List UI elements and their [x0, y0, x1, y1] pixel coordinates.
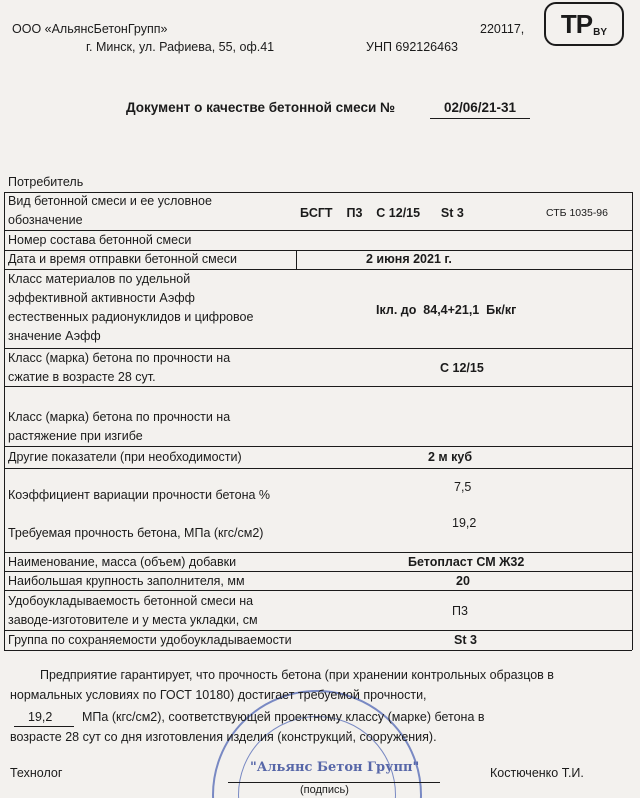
guarantee-line-2: нормальных условиях по ГОСТ 10180) достигает требуемой прочности,	[10, 688, 427, 702]
mix-type-label-1: Вид бетонной смеси и ее условное	[8, 194, 212, 208]
aggregate-value: 20	[456, 574, 470, 588]
composition-label: Номер состава бетонной смеси	[8, 233, 192, 247]
materials-label-3: естественных радионуклидов и цифровое	[8, 310, 254, 324]
company-address: г. Минск, ул. Рафиева, 55, оф.41	[86, 40, 275, 54]
variation-label: Коэффициент вариации прочности бетона %	[8, 488, 271, 502]
consumer-label: Потребитель	[8, 175, 84, 189]
company-unp: УНП 692126463	[366, 40, 458, 54]
table-rule	[4, 446, 632, 447]
materials-label-4: значение Аэфф	[8, 329, 101, 343]
table-rule	[4, 650, 632, 651]
variation-value: 7,5	[454, 480, 472, 494]
document-number-underline	[430, 118, 530, 119]
additive-label: Наименование, масса (объем) добавки	[8, 555, 237, 569]
other-label: Другие показатели (при необходимости)	[8, 450, 242, 464]
document-number: 02/06/21-31	[444, 100, 517, 115]
signature-caption: (подпись)	[300, 784, 349, 796]
table-rule	[296, 250, 297, 269]
retention-value: St 3	[454, 633, 477, 647]
required-label: Требуемая прочность бетона, МПа (кгс/см2)	[8, 526, 264, 540]
other-value: 2 м куб	[428, 450, 473, 464]
materials-value: Iкл. до 84,4+21,1 Бк/кг	[376, 303, 517, 317]
shipment-label: Дата и время отправки бетонной смеси	[8, 252, 237, 266]
document-title: Документ о качестве бетонной смеси №	[126, 100, 396, 115]
retention-label: Группа по сохраняемости удобоукладываемости	[8, 633, 292, 647]
technologist-name: Костюченко Т.И.	[490, 766, 584, 780]
aggregate-label: Наибольшая крупность заполнителя, мм	[8, 574, 245, 588]
compression-label-2: сжатие в возрасте 28 сут.	[8, 370, 156, 384]
guarantee-line-4: возрасте 28 сут со дня изготовления изделия (конструкций, сооружения).	[10, 730, 437, 744]
postcode: 220117,	[480, 22, 525, 36]
guarantee-line-1: Предприятие гарантирует, что прочность бетона (при хранении контрольных образцов в	[40, 668, 554, 682]
mix-type-label-2: обозначение	[8, 213, 83, 227]
strength-underline	[14, 726, 74, 727]
table-rule	[632, 192, 633, 650]
workability-label-2: заводе-изготовителе и у места укладки, см	[8, 613, 258, 627]
stamp-text: "Альянс Бетон Групп"	[250, 760, 420, 775]
materials-label-1: Класс материалов по удельной	[8, 272, 191, 286]
required-value: 19,2	[452, 516, 477, 530]
tension-label-2: растяжение при изгибе	[8, 429, 143, 443]
mix-type-value: БСГТ П3 С 12/15 St 3	[300, 206, 464, 220]
materials-label-2: эффективной активности Аэфф	[8, 291, 195, 305]
mix-type-standard: СТБ 1035-96	[546, 207, 608, 219]
signature-line	[228, 782, 440, 783]
tr-by-logo	[544, 2, 624, 46]
logo-main-text: TP	[560, 8, 593, 39]
table-rule	[4, 468, 632, 469]
guarantee-line-3: МПа (кгс/см2), соответствующей проектному классу (марке) бетона в	[82, 710, 485, 724]
compression-label-1: Класс (марка) бетона по прочности на	[8, 351, 231, 365]
guarantee-strength-value: 19,2	[28, 710, 53, 724]
table-rule	[4, 192, 5, 650]
company-name: ООО «АльянсБетонГрупп»	[12, 22, 168, 36]
role-label: Технолог	[10, 766, 63, 780]
tension-label-1: Класс (марка) бетона по прочности на	[8, 410, 231, 424]
workability-value: П3	[452, 604, 468, 618]
compression-value: С 12/15	[440, 361, 484, 375]
logo-sub-text: BY	[593, 26, 608, 38]
workability-label-1: Удобоукладываемость бетонной смеси на	[8, 594, 254, 608]
shipment-value: 2 июня 2021 г.	[366, 252, 452, 266]
additive-value: Бетопласт СМ Ж32	[408, 555, 525, 569]
